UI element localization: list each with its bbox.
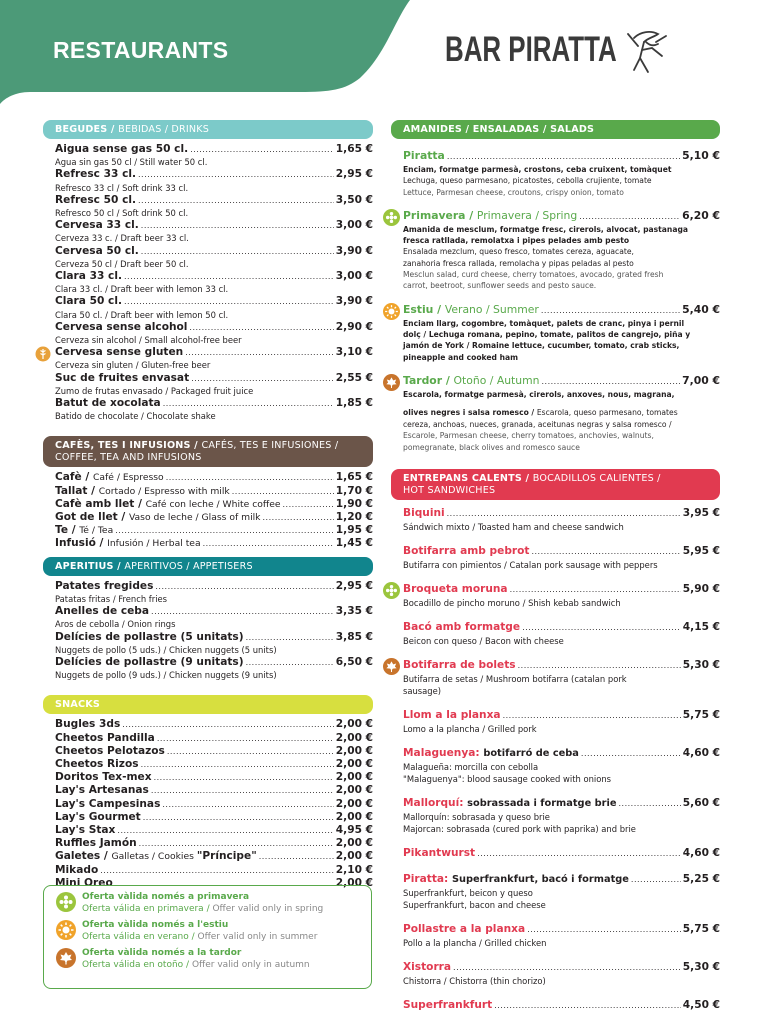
- menu-item: Galetes / Galletas / Cookies "Príncipe" ..... 2,00 €: [55, 850, 373, 863]
- menu-item: Botifarra amb pebrot ..... 5,95 € Butifarra con pimientos / Catalan pork sausage with peppers: [403, 544, 720, 571]
- menu-item: Got de llet / Vaso de leche / Glass of milk ..... 1,20 €: [55, 511, 373, 524]
- menu-item: Mallorquí: sobrassada i formatge brie ..... 5,60 € Mallorquín: sobrasada y queso brie Majorcan: sobrasada (cured pork with paprika) and brie: [403, 796, 720, 835]
- leaf-icon: [56, 948, 76, 968]
- menu-item: Batut de xocolata ..... 1,85 € Batido de chocolate / Chocolate shake: [55, 397, 373, 422]
- menu-item: Refresc 50 cl. ..... 3,50 € Refresco 50 cl / Soft drink 50 cl.: [55, 194, 373, 219]
- snacks-list: [43, 718, 373, 890]
- menu-item: Patates fregides ..... 2,95 € Patatas fritas / French fries: [55, 580, 373, 605]
- menu-item: Lay's Stax ..... 4,95 €: [55, 824, 373, 837]
- menu-item: Doritos Tex-mex ..... 2,00 €: [55, 771, 373, 784]
- sun-icon: [56, 920, 76, 940]
- menu-item: Delícies de pollastre (5 unitats) ..... 3,85 € Nuggets de pollo (5 uds.) / Chicken nuggets (5 units): [55, 631, 373, 656]
- menu-item: Tardor / Otoño / Autumn ..... 7,00 € Escarola, formatge parmesà, cirerols, anxoves, nous, magrana, olives negres i salsa romesco / Escarola, queso parmesano, tomates cereza, anchoas, nueces, granada, aceitunas negras y salsa romesco / Escarole, Parmesan cheese, cherry tomatoes, anchovies, walnuts, pomegranate, black olives and romesco sauce: [403, 374, 720, 453]
- menu-item: Cervesa 33 cl. ..... 3,00 € Cerveza 33 c. / Draft beer 33 cl.: [55, 219, 373, 244]
- menu-item: Mini Oreo ..... 2,00 €: [55, 877, 373, 890]
- menu-item: Superfrankfurt ..... 4,50 €: [403, 998, 720, 1013]
- menu-item: Anelles de ceba ..... 3,35 € Aros de cebolla / Onion rings: [55, 605, 373, 630]
- sun-icon: [383, 303, 400, 320]
- menu-item: Cheetos Pelotazos ..... 2,00 €: [55, 745, 373, 758]
- menu-item: Clara 50 cl. ..... 3,90 € Clara 50 cl. / Draft beer with lemon 50 cl.: [55, 295, 373, 320]
- section-header-snacks: SNACKS: [43, 695, 373, 714]
- drinks-list: [43, 143, 373, 422]
- legend-item-autumn: Oferta vàlida només a la tardor Oferta válida en otoño / Offer valid only in autumn: [56, 948, 371, 971]
- page-title: RESTAURANTS: [53, 37, 229, 63]
- flower-icon: [56, 892, 76, 912]
- menu-item: Lay's Gourmet ..... 2,00 €: [55, 811, 373, 824]
- menu-item: Refresc 33 cl. ..... 2,95 € Refresco 33 cl / Soft drink 33 cl.: [55, 168, 373, 193]
- menu-item: Botifarra de bolets ..... 5,30 € Butifarra de setas / Mushroom botifarra (catalan pork sausage): [403, 658, 720, 697]
- menu-item: Cheetos Pandilla ..... 2,00 €: [55, 732, 373, 745]
- menu-item: Lay's Artesanas ..... 2,00 €: [55, 784, 373, 797]
- menu-item: Pikantwurst ..... 4,60 €: [403, 846, 720, 861]
- appetisers-list: [43, 580, 373, 682]
- legend-item-summer: Oferta vàlida només a l'estiu Oferta válida en verano / Offer valid only in summer: [56, 920, 371, 943]
- legend-item-spring: Oferta vàlida només a primavera Oferta válida en primavera / Offer valid only in spring: [56, 892, 371, 915]
- menu-item: Delícies de pollastre (9 unitats) ..... 6,50 € Nuggets de pollo (9 uds.) / Chicken nuggets (9 units): [55, 656, 373, 681]
- section-header-salads: AMANIDES / ENSALADAS / SALADS: [391, 120, 720, 139]
- menu-item: Biquini ..... 3,95 € Sándwich mixto / Toasted ham and cheese sandwich: [403, 506, 720, 533]
- menu-item: Malaguenya: botifarró de ceba ..... 4,60 € Malagueña: morcilla con cebolla "Malaguenya": blood sausage cooked with onions: [403, 746, 720, 785]
- section-header-coffee: CAFÈS, TES I INFUSIONS / CAFÉS, TES E INFUSIONES / COFFEE, TEA AND INFUSIONS: [43, 436, 373, 467]
- salads-list: [391, 149, 720, 453]
- gluten-free-icon: [35, 346, 51, 362]
- section-header-drinks: BEGUDES / BEBIDAS / DRINKS: [43, 120, 373, 139]
- left-column: [43, 120, 373, 890]
- menu-item: Cervesa sense alcohol ..... 2,90 € Cerveza sin alcohol / Small alcohol-free beer: [55, 321, 373, 346]
- menu-item: Pollastre a la planxa ..... 5,75 € Pollo a la plancha / Grilled chicken: [403, 922, 720, 949]
- menu-item: Llom a la planxa ..... 5,75 € Lomo a la plancha / Grilled pork: [403, 708, 720, 735]
- menu-item: Piratta ..... 5,10 € Enciam, formatge parmesà, crostons, ceba cruixent, tomàquet Lechuga, queso parmesano, picatostes, cebolla crujiente, tomate Lettuce, Parmesan cheese, croutons, crispy onion, tomato: [403, 149, 720, 198]
- leaf-icon: [383, 658, 400, 675]
- menu-item: Clara 33 cl. ..... 3,00 € Clara 33 cl. / Draft beer with lemon 33 cl.: [55, 270, 373, 295]
- menu-item: Suc de fruites envasat ..... 2,55 € Zumo de frutas envasado / Packaged fruit juice: [55, 372, 373, 397]
- section-header-appetisers: APERITIUS / APERITIVOS / APPETISERS: [43, 557, 373, 576]
- pirate-logo-icon: [620, 28, 670, 76]
- menu-item: Xistorra ..... 5,30 € Chistorra / Chistorra (thin chorizo): [403, 960, 720, 987]
- coffee-list: [43, 471, 373, 550]
- menu-item: Lay's Campesinas ..... 2,00 €: [55, 798, 373, 811]
- seasonal-offer-legend: [43, 885, 372, 989]
- menu-item: Aigua sense gas 50 cl. ..... 1,65 € Agua sin gas 50 cl / Still water 50 cl.: [55, 143, 373, 168]
- menu-item: Primavera / Primavera / Spring ..... 6,20 € Amanida de mesclum, formatge fresc, cirerols, alvocat, pastanaga fresca ratllada, remolatxa i pipes pelades amb pesto Ensalada mezclum, queso fresco, tomates cereza, aguacate, zanahoria fresca rallada, remolacha y pipas peladas al pesto Mesclun salad, curd cheese, cherry tomatoes, avocado, grated fresh carrot, beetroot, sunflower seeds and pesto sauce.: [403, 209, 720, 292]
- menu-item: Cheetos Rizos ..... 2,00 €: [55, 758, 373, 771]
- menu-item: Bacó amb formatge ..... 4,15 € Beicon con queso / Bacon with cheese: [403, 620, 720, 647]
- menu-item: Cafè amb llet / Café con leche / White coffee ..... 1,90 €: [55, 498, 373, 511]
- section-header-hot-sandwiches: ENTREPANS CALENTS / BOCADILLOS CALIENTES / HOT SANDWICHES: [391, 469, 720, 500]
- menu-item: Te / Té / Tea ..... 1,95 €: [55, 524, 373, 537]
- menu-item: Broqueta moruna ..... 5,90 € Bocadillo de pincho moruno / Shish kebab sandwich: [403, 582, 720, 609]
- menu-item: Ruffles Jamón ..... 2,00 €: [55, 837, 373, 850]
- menu-item: Infusió / Infusión / Herbal tea ..... 1,45 €: [55, 537, 373, 550]
- menu-item: Cervesa 50 cl. ..... 3,90 € Cerveza 50 cl / Draft beer 50 cl.: [55, 245, 373, 270]
- menu-item: Piratta: Superfrankfurt, bacó i formatge ..... 5,25 € Superfrankfurt, beicon y queso Superfrankfurt, bacon and cheese: [403, 872, 720, 911]
- menu-item: Cafè / Café / Espresso ..... 1,65 €: [55, 471, 373, 484]
- hot-sandwiches-list: [391, 506, 720, 1013]
- brand-logo: BAR PIRATTA: [445, 30, 617, 69]
- menu-item: Tallat / Cortado / Espresso with milk ..... 1,70 €: [55, 485, 373, 498]
- menu-item: Mikado ..... 2,10 €: [55, 864, 373, 877]
- flower-icon: [383, 582, 400, 599]
- menu-item: Bugles 3ds ..... 2,00 €: [55, 718, 373, 731]
- leaf-icon: [383, 374, 400, 391]
- menu-item: Cervesa sense gluten ..... 3,10 € Cerveza sin gluten / Gluten-free beer: [55, 346, 373, 371]
- right-column: [391, 120, 720, 1013]
- flower-icon: [383, 209, 400, 226]
- menu-item: Estiu / Verano / Summer ..... 5,40 € Enciam llarg, cogombre, tomàquet, palets de cranc, pinya i pernil dolç / Lechuga romana, pepino, tomate, palitos de cangrejo, piña y jamón de York / Romaine lettuce, cucumber, tomato, crab sticks, pineapple and cooked ham: [403, 303, 720, 363]
